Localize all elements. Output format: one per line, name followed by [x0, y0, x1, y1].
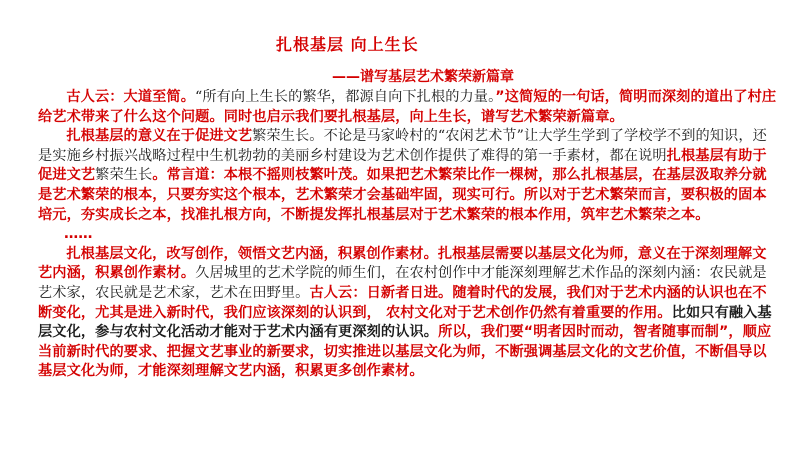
p2-topic-end: 繁荣生长	[252, 128, 310, 145]
p1-quote-intro: 古人云：大道至简。	[66, 89, 195, 105]
document-subtitle: ——谱写基层艺术繁荣新篇章	[332, 69, 514, 85]
paragraph-1	[38, 88, 778, 127]
p3-bold-note: 比如只有融入基层文化，参与农村文化活动才能对于艺术内涵有更深刻的认识。	[38, 304, 772, 341]
p2-topic-sentence: 扎根基层的意义在于促进文艺	[66, 128, 253, 145]
paragraph-2	[38, 127, 778, 225]
document-body	[38, 88, 778, 382]
p3-example: 久居城里的艺术学院的师生们，在农村创作中才能深刻理解艺术作品的深刻内涵：农民就是艺术家，农民就是艺术家，艺术在田野里。	[38, 265, 767, 301]
document-title: 扎根基层 向上生长	[276, 35, 419, 54]
p1-quote: “所有向上生长的繁华，都源自向下扎根的力量。	[194, 89, 496, 105]
p1-commentary: ”这简短的一句话，简明而深刻的道出了村庄给艺术带来了什么这个问题。同时也启示我们要扎根基层，向上生长，谱写艺术繁荣新篇章。	[38, 89, 777, 125]
p2-examples: 。不论是马家岭村的“农闲艺术节”让大学生学到了学校学不到的知识，还是实施乡村振兴战略过程中生机勃勃的美丽乡村建设为艺术创作提供了难得的第一手素材，都在说明	[38, 128, 767, 164]
p2-claim-end: 繁荣生长	[95, 167, 153, 184]
paragraph-3	[38, 245, 778, 382]
p3-conclusion: 所以，我们要“明者因时而动，智者随事而制”，顺应当前新时代的要求、把握文艺事业的新要求，切实推进以基层文化为师，不断强调基层文化的文艺价值，不断倡导以基层文化为师，才能深刻理解文艺内涵，积累更多创作素材。	[38, 324, 772, 380]
p3-quote: 古人云：日新者日进。随着时代的发展，我们对于艺术内涵的认识也在不断变化，尤其是进入新时代，我们应该深刻的认识到， 农村文化对于艺术创作仍然有着重要的作用。	[38, 284, 767, 321]
ellipsis: ……	[64, 226, 93, 243]
p3-topic-sentence: 扎根基层文化，改写创作，领悟文艺内涵，积累创作素材。扎根基层需要以基层文化为师，意义在于深刻理解文艺内涵，积累创作素材。	[38, 245, 767, 282]
p2-claim: 扎根基层有助于促进文艺	[38, 147, 767, 184]
p2-analysis: 。常言道：本根不摇则枝繁叶茂。如果把艺术繁荣比作一棵树，那么扎根基层，在基层汲取养分就是艺术繁荣的根本，只要夯实这个根本，艺术繁荣才会基础牢固，现实可行。所以对于艺术繁荣而言，要积极的固本培元，夯实成长之本，找准扎根方向，不断提发挥扎根基层对于艺术繁荣的根本作用，筑牢艺术繁荣之本。	[38, 167, 767, 223]
